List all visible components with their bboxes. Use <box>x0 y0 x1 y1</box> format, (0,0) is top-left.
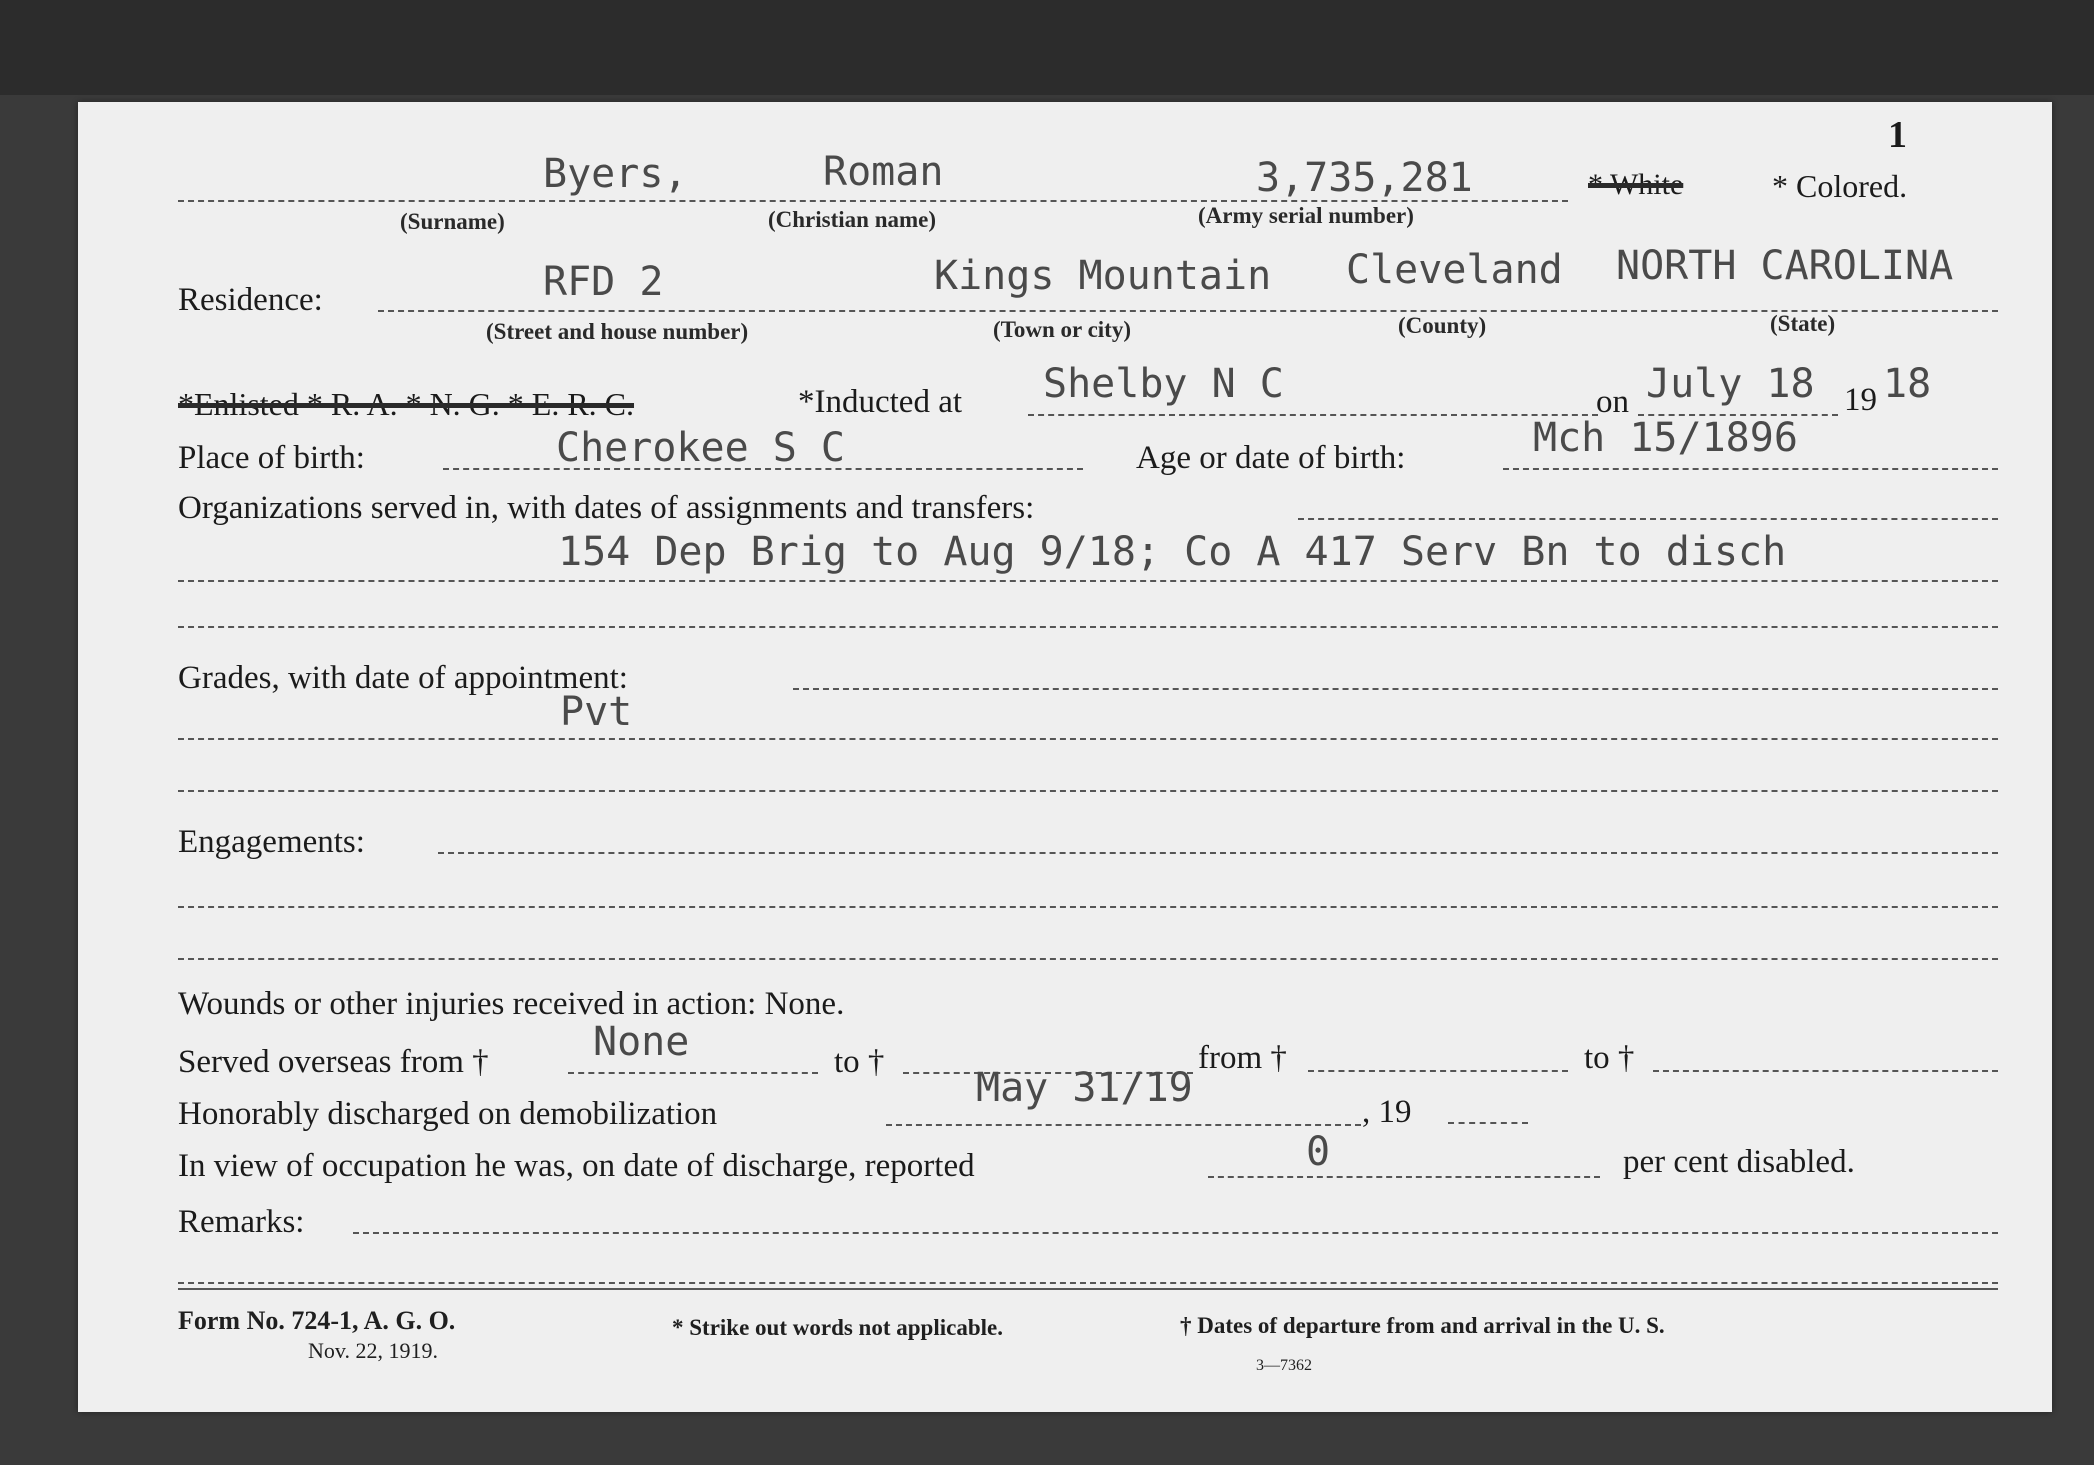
disabled-label: per cent disabled. <box>1623 1144 1855 1180</box>
surname-value: Byers, <box>543 151 688 197</box>
inducted-year-value: 18 <box>1883 361 1932 407</box>
overseas-from2-label: from † <box>1198 1040 1287 1076</box>
grades-line-2 <box>178 738 1998 740</box>
residence-street-value: RFD 2 <box>543 259 664 305</box>
remarks-line-1 <box>353 1232 1998 1234</box>
discharge-date-line <box>886 1124 1361 1126</box>
overseas-to2-line <box>1653 1070 1998 1072</box>
organizations-line-2 <box>178 580 1998 582</box>
engagements-line-1 <box>438 852 1998 854</box>
serial-number-caption: (Army serial number) <box>1198 203 1414 228</box>
scanner-background <box>0 0 2094 95</box>
year-prefix: 19 <box>1844 382 1877 418</box>
residence-town-value: Kings Mountain <box>934 253 1272 299</box>
discharged-label: Honorably discharged on demobilization <box>178 1096 718 1132</box>
remarks-line-3 <box>178 1288 1998 1290</box>
birth-date-value: Mch 15/1896 <box>1533 415 1798 461</box>
page-number: 1 <box>1888 114 1907 156</box>
discharge-year-line <box>1448 1122 1528 1124</box>
strike-out-note: * Strike out words not applicable. <box>672 1315 1003 1340</box>
inducted-date-value: July 18 <box>1646 361 1815 407</box>
military-service-card <box>78 102 2052 1412</box>
enlisted-struck: *Enlisted * R. A. * N. G. * E. R. C. <box>178 386 635 422</box>
birth-date-line <box>1503 468 1998 470</box>
christian-name-value: Roman <box>823 149 944 195</box>
residence-label: Residence: <box>178 282 323 318</box>
overseas-from2-line <box>1308 1070 1568 1072</box>
remarks-line-2 <box>178 1282 1998 1284</box>
serial-number-value: 3,735,281 <box>1256 155 1473 201</box>
organizations-line-1 <box>1298 518 1998 520</box>
engagements-label: Engagements: <box>178 824 365 860</box>
disabled-value: 0 <box>1306 1129 1331 1175</box>
residence-line <box>378 310 1998 312</box>
grade-value: Pvt <box>560 689 633 735</box>
birth-date-label: Age or date of birth: <box>1136 440 1406 476</box>
birth-place-value: Cherokee S C <box>556 425 845 471</box>
disabled-line <box>1208 1176 1600 1178</box>
form-number: Form No. 724-1, A. G. O. <box>178 1306 456 1335</box>
overseas-to2-label: to † <box>1584 1040 1635 1076</box>
county-caption: (County) <box>1398 313 1487 338</box>
organizations-line-3 <box>178 626 1998 628</box>
residence-state-value: NORTH CAROLINA <box>1616 243 1954 289</box>
overseas-from-value: None <box>593 1019 690 1065</box>
race-colored: * Colored. <box>1772 168 1908 204</box>
on-label: on <box>1596 384 1629 420</box>
dates-note: † Dates of departure from and arrival in the U. S. <box>1180 1313 1665 1338</box>
state-caption: (State) <box>1770 311 1836 336</box>
christian-name-caption: (Christian name) <box>768 207 937 232</box>
occupation-label: In view of occupation he was, on date of discharge, reported <box>178 1148 975 1184</box>
form-date: Nov. 22, 1919. <box>308 1338 438 1363</box>
grades-line-1 <box>793 688 1998 690</box>
remarks-label: Remarks: <box>178 1204 305 1240</box>
inducted-label: *Inducted at <box>798 384 963 420</box>
town-caption: (Town or city) <box>993 317 1131 342</box>
grades-label: Grades, with date of appointment: <box>178 660 628 696</box>
discharge-date-value: May 31/19 <box>976 1065 1193 1111</box>
overseas-to-label: to † <box>834 1044 885 1080</box>
engagements-line-3 <box>178 958 1998 960</box>
grades-line-3 <box>178 790 1998 792</box>
organizations-value: 154 Dep Brig to Aug 9/18; Co A 417 Serv Bn to disch <box>558 529 1787 575</box>
organizations-label: Organizations served in, with dates of assignments and transfers: <box>178 490 1035 526</box>
birth-place-label: Place of birth: <box>178 440 365 476</box>
wounds-label: Wounds or other injuries received in action: None. <box>178 986 845 1022</box>
inducted-place-line <box>1028 414 1598 416</box>
surname-caption: (Surname) <box>400 209 505 234</box>
overseas-from-line <box>568 1072 818 1074</box>
race-white-struck: * White <box>1588 168 1684 201</box>
discharge-year-prefix: , 19 <box>1362 1094 1412 1130</box>
print-code: 3—7362 <box>1256 1357 1312 1374</box>
engagements-line-2 <box>178 906 1998 908</box>
street-caption: (Street and house number) <box>486 319 749 344</box>
overseas-label: Served overseas from † <box>178 1044 489 1080</box>
residence-county-value: Cleveland <box>1346 247 1563 293</box>
inducted-place-value: Shelby N C <box>1043 361 1284 407</box>
